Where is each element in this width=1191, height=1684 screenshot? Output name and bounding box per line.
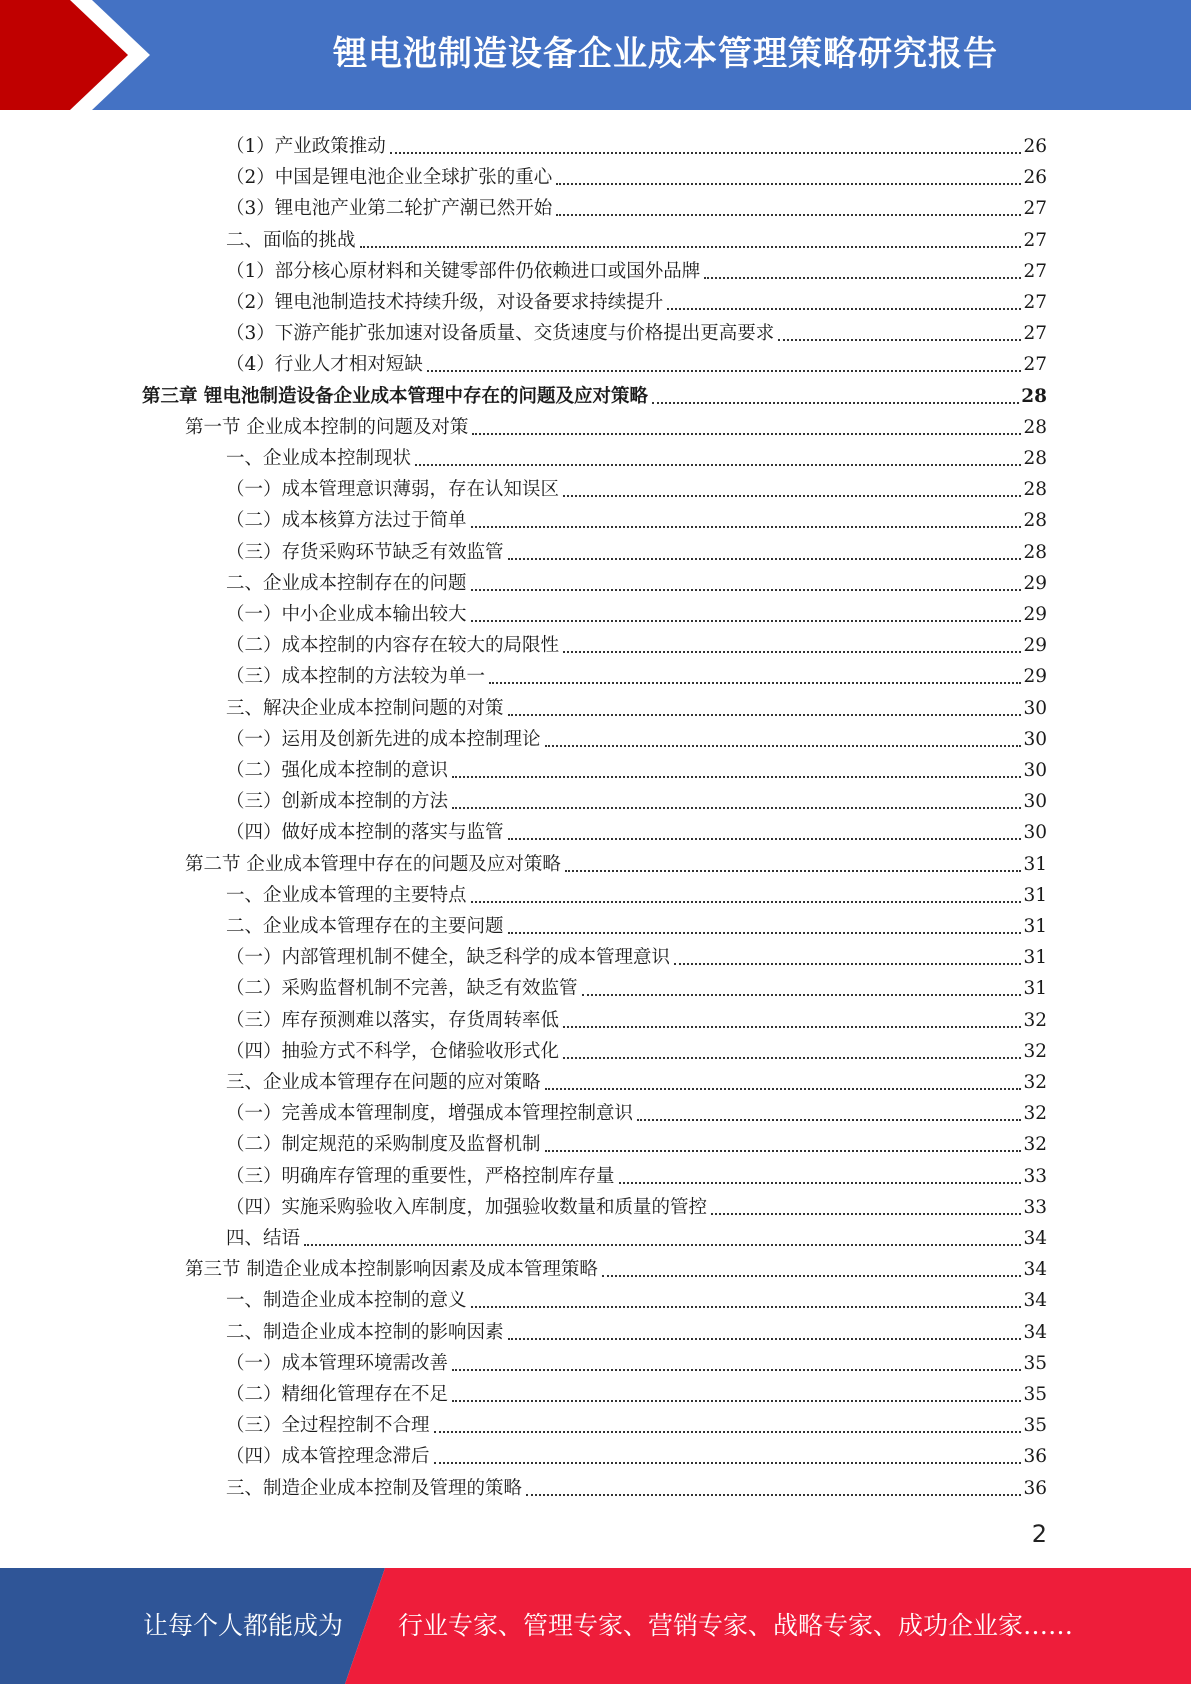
toc-entry-page: 30: [1023, 728, 1047, 750]
toc-entry-title: （三）创新成本控制的方法: [226, 791, 449, 813]
toc-entry-title: 三、企业成本管理存在问题的应对策略: [226, 1072, 541, 1093]
toc-entry[interactable]: [226, 189, 1047, 220]
toc-entry-page: 27: [1023, 229, 1047, 251]
toc-entry[interactable]: [226, 720, 1047, 751]
toc-entry[interactable]: [226, 1313, 1047, 1344]
toc-entry[interactable]: [226, 1063, 1047, 1094]
document-title: 锂电池制造设备企业成本管理策略研究报告: [333, 34, 998, 74]
toc-entry[interactable]: [226, 813, 1047, 844]
toc-entry[interactable]: [226, 283, 1047, 314]
toc-dot-leader: [674, 963, 1021, 965]
toc-entry-title: （二）强化成本控制的意识: [226, 760, 449, 781]
toc-entry[interactable]: [226, 1375, 1047, 1406]
toc-dot-leader: [471, 620, 1022, 622]
page-footer: [0, 1568, 1191, 1684]
toc-entry-title: （三）明确库存管理的重要性，严格控制库存量: [226, 1165, 615, 1187]
toc-entry-page: 28: [1023, 541, 1047, 563]
toc-entry-title: 二、制造企业成本控制的影响因素: [226, 1321, 504, 1343]
toc-dot-leader: [434, 1431, 1022, 1433]
toc-entry[interactable]: [226, 1406, 1047, 1437]
toc-dot-leader: [508, 838, 1022, 840]
toc-dot-leader: [390, 152, 1022, 154]
toc-entry[interactable]: [226, 564, 1047, 595]
toc-entry[interactable]: [226, 533, 1047, 564]
toc-entry[interactable]: [226, 345, 1047, 376]
toc-entry-page: 35: [1023, 1352, 1047, 1374]
toc-entry-page: 26: [1023, 136, 1047, 157]
toc-entry[interactable]: [226, 751, 1047, 782]
toc-dot-leader: [545, 745, 1022, 747]
toc-entry-page: 32: [1023, 1072, 1047, 1093]
toc-dot-leader: [556, 183, 1021, 185]
toc-entry-title: （四）实施采购验收入库制度，加强验收数量和质量的管控: [226, 1196, 708, 1218]
toc-entry[interactable]: [226, 127, 1047, 158]
toc-entry[interactable]: [226, 782, 1047, 813]
toc-entry-page: 29: [1023, 635, 1047, 657]
toc-entry-title: （1）部分核心原材料和关键零部件仍依赖进口或国外品牌: [226, 260, 701, 282]
toc-entry-page: 27: [1023, 198, 1047, 220]
page-header: [0, 0, 1191, 110]
toc-entry-title: 四、结语: [226, 1228, 301, 1249]
toc-dot-leader: [778, 339, 1021, 341]
toc-entry-page: 28: [1023, 479, 1047, 501]
toc-dot-leader: [471, 901, 1022, 903]
toc-entry-page: 27: [1023, 260, 1047, 282]
toc-entry[interactable]: [226, 689, 1047, 720]
toc-entry-page: 31: [1023, 884, 1047, 906]
toc-entry-page: 35: [1023, 1415, 1047, 1437]
toc-entry[interactable]: [226, 1437, 1047, 1468]
toc-entry[interactable]: [226, 1032, 1047, 1063]
toc-entry-title: （一）内部管理机制不健全，缺乏科学的成本管理意识: [226, 947, 671, 969]
toc-entry-title: （一）运用及创新先进的成本控制理论: [226, 728, 541, 750]
toc-dot-leader: [508, 558, 1022, 560]
toc-entry[interactable]: [226, 439, 1047, 470]
toc-entry-page: 30: [1023, 822, 1047, 844]
toc-entry[interactable]: [185, 845, 1047, 876]
toc-entry-page: 29: [1023, 572, 1047, 594]
toc-entry[interactable]: [226, 657, 1047, 688]
page-number: 2: [1031, 1520, 1047, 1548]
toc-dot-leader: [545, 1150, 1022, 1152]
toc-entry-page: 32: [1023, 1040, 1047, 1062]
toc-entry[interactable]: [226, 1125, 1047, 1156]
toc-dot-leader: [563, 1026, 1021, 1028]
toc-entry-title: （二）成本核算方法过于简单: [226, 510, 467, 532]
toc-dot-leader: [452, 776, 1021, 778]
toc-entry-title: （一）中小企业成本输出较大: [226, 604, 467, 625]
toc-entry[interactable]: [226, 1469, 1047, 1500]
toc-dot-leader: [667, 308, 1021, 310]
toc-entry-title: （一）成本管理意识薄弱，存在认知误区: [226, 479, 560, 501]
toc-entry-title: （3）下游产能扩张加速对设备质量、交货速度与价格提出更高要求: [226, 323, 775, 345]
toc-entry-page: 34: [1023, 1259, 1047, 1281]
toc-entry[interactable]: [226, 470, 1047, 501]
toc-dot-leader: [508, 714, 1022, 716]
toc-entry-title: （三）库存预测难以落实，存货周转率低: [226, 1009, 560, 1031]
toc-entry-page: 29: [1023, 666, 1047, 688]
toc-entry-title: 二、企业成本控制存在的问题: [226, 572, 467, 594]
toc-entry-page: 30: [1023, 760, 1047, 781]
toc-entry-title: （2）锂电池制造技术持续升级，对设备要求持续提升: [226, 292, 664, 313]
toc-entry-title: （3）锂电池产业第二轮扩产潮已然开始: [226, 198, 553, 220]
toc-entry[interactable]: [226, 221, 1047, 252]
toc-dot-leader: [304, 1244, 1021, 1246]
toc-entry-page: 28: [1021, 385, 1047, 407]
toc-dot-leader: [526, 1494, 1021, 1496]
toc-entry[interactable]: [226, 501, 1047, 532]
toc-entry-title: 三、解决企业成本控制问题的对策: [226, 697, 504, 719]
toc-entry[interactable]: [226, 252, 1047, 283]
toc-entry[interactable]: [226, 907, 1047, 938]
toc-entry-page: 27: [1023, 323, 1047, 345]
toc-entry-page: 34: [1023, 1228, 1047, 1249]
toc-entry-page: 31: [1023, 978, 1047, 1000]
toc-entry-title: 一、制造企业成本控制的意义: [226, 1290, 467, 1312]
toc-entry-page: 31: [1023, 916, 1047, 937]
toc-entry-page: 28: [1023, 448, 1047, 469]
toc-dot-leader: [415, 464, 1021, 466]
footer-slogan-left: 让每个人都能成为: [143, 1611, 344, 1640]
toc-entry-page: 28: [1023, 510, 1047, 532]
toc-entry-title: 第二节 企业成本管理中存在的问题及应对策略: [185, 853, 561, 875]
toc-entry-page: 32: [1023, 1009, 1047, 1031]
toc-dot-leader: [452, 807, 1021, 809]
toc-dot-leader: [472, 433, 1021, 435]
toc-entry-title: （一）成本管理环境需改善: [226, 1352, 449, 1374]
toc-dot-leader: [471, 1306, 1022, 1308]
toc-entry-title: （二）精细化管理存在不足: [226, 1384, 449, 1405]
toc-entry-title: （三）成本控制的方法较为单一: [226, 666, 486, 688]
toc-dot-leader: [452, 1400, 1021, 1402]
toc-entry-title: （四）成本管控理念滞后: [226, 1446, 430, 1468]
toc-entry[interactable]: [226, 1281, 1047, 1312]
toc-entry-title: （二）成本控制的内容存在较大的局限性: [226, 635, 560, 657]
toc-entry[interactable]: [185, 1250, 1047, 1281]
toc-entry-page: 27: [1023, 292, 1047, 313]
toc-entry-page: 31: [1023, 853, 1047, 875]
toc-entry-title: 二、企业成本管理存在的主要问题: [226, 916, 504, 937]
toc-entry-page: 36: [1023, 1477, 1047, 1499]
toc-entry-title: （1）产业政策推动: [226, 136, 386, 157]
toc-dot-leader: [563, 651, 1021, 653]
toc-dot-leader: [637, 1119, 1021, 1121]
toc-entry-page: 35: [1023, 1384, 1047, 1405]
toc-dot-leader: [563, 495, 1021, 497]
toc-entry-title: 第一节 企业成本控制的问题及对策: [185, 416, 469, 438]
toc-dot-leader: [602, 1275, 1022, 1277]
toc-entry-title: 一、企业成本管理的主要特点: [226, 884, 467, 906]
toc-dot-leader: [545, 1088, 1022, 1090]
toc-entry[interactable]: [226, 1001, 1047, 1032]
toc-entry[interactable]: [142, 377, 1047, 408]
toc-entry-page: 33: [1023, 1165, 1047, 1187]
toc-entry[interactable]: [185, 408, 1047, 439]
toc-dot-leader: [556, 214, 1021, 216]
toc-dot-leader: [360, 246, 1022, 248]
toc-entry-page: 27: [1023, 354, 1047, 376]
toc-entry-page: 28: [1023, 416, 1047, 438]
toc-entry[interactable]: [226, 876, 1047, 907]
toc-dot-leader: [582, 994, 1022, 996]
toc-entry-page: 34: [1023, 1321, 1047, 1343]
footer-slogan-right: 行业专家、管理专家、营销专家、战略专家、成功企业家……: [398, 1611, 1074, 1640]
toc-entry[interactable]: [226, 595, 1047, 626]
toc-entry[interactable]: [226, 1188, 1047, 1219]
toc-entry[interactable]: [226, 938, 1047, 969]
toc-dot-leader: [563, 1057, 1021, 1059]
toc-entry[interactable]: [226, 1094, 1047, 1125]
toc-dot-leader: [427, 370, 1022, 372]
toc-entry-page: 36: [1023, 1446, 1047, 1468]
toc-entry[interactable]: [226, 626, 1047, 657]
toc-entry-page: 32: [1023, 1103, 1047, 1125]
toc-entry-page: 30: [1023, 697, 1047, 719]
toc-dot-leader: [452, 1369, 1021, 1371]
toc-dot-leader: [434, 1462, 1022, 1464]
toc-entry-title: （四）抽验方式不科学，仓储验收形式化: [226, 1040, 560, 1062]
toc-entry[interactable]: [226, 158, 1047, 189]
toc-entry-page: 34: [1023, 1290, 1047, 1312]
toc-entry[interactable]: [226, 314, 1047, 345]
toc-entry[interactable]: [226, 1157, 1047, 1188]
toc-entry[interactable]: [226, 1219, 1047, 1250]
toc-entry-title: 一、企业成本控制现状: [226, 448, 412, 469]
toc-dot-leader: [489, 682, 1021, 684]
toc-dot-leader: [565, 870, 1022, 872]
toc-entry-title: （四）做好成本控制的落实与监管: [226, 822, 504, 844]
toc-dot-leader: [619, 1182, 1022, 1184]
toc-entry[interactable]: [226, 969, 1047, 1000]
toc-entry-title: （三）存货采购环节缺乏有效监管: [226, 541, 504, 563]
toc-entry-page: 26: [1023, 167, 1047, 189]
toc-entry-title: （二）采购监督机制不完善，缺乏有效监管: [226, 978, 578, 1000]
toc-dot-leader: [508, 1338, 1022, 1340]
toc-entry-page: 30: [1023, 791, 1047, 813]
toc-entry-page: 32: [1023, 1134, 1047, 1156]
toc-dot-leader: [471, 526, 1022, 528]
toc-entry-title: 第三节 制造企业成本控制影响因素及成本管理策略: [185, 1259, 598, 1281]
toc-entry-title: （二）制定规范的采购制度及监督机制: [226, 1134, 541, 1156]
toc-entry-title: （一）完善成本管理制度，增强成本管理控制意识: [226, 1103, 634, 1125]
toc-entry-title: （三）全过程控制不合理: [226, 1415, 430, 1437]
toc-entry-title: 三、制造企业成本控制及管理的策略: [226, 1477, 523, 1499]
toc-entry-page: 33: [1023, 1196, 1047, 1218]
toc-dot-leader: [704, 277, 1021, 279]
toc-dot-leader: [652, 402, 1019, 404]
toc-entry-page: 31: [1023, 947, 1047, 969]
toc-entry-title: 第三章 锂电池制造设备企业成本管理中存在的问题及应对策略: [142, 385, 648, 407]
toc-dot-leader: [508, 932, 1022, 934]
toc-dot-leader: [711, 1213, 1021, 1215]
toc-entry-title: 二、面临的挑战: [226, 229, 356, 251]
toc-entry[interactable]: [226, 1344, 1047, 1375]
toc-dot-leader: [471, 589, 1022, 591]
toc-entry-title: （4）行业人才相对短缺: [226, 354, 423, 376]
header-arrow-icon: [0, 0, 160, 110]
toc-entry-page: 29: [1023, 604, 1047, 625]
toc-entry-title: （2）中国是锂电池企业全球扩张的重心: [226, 167, 553, 189]
